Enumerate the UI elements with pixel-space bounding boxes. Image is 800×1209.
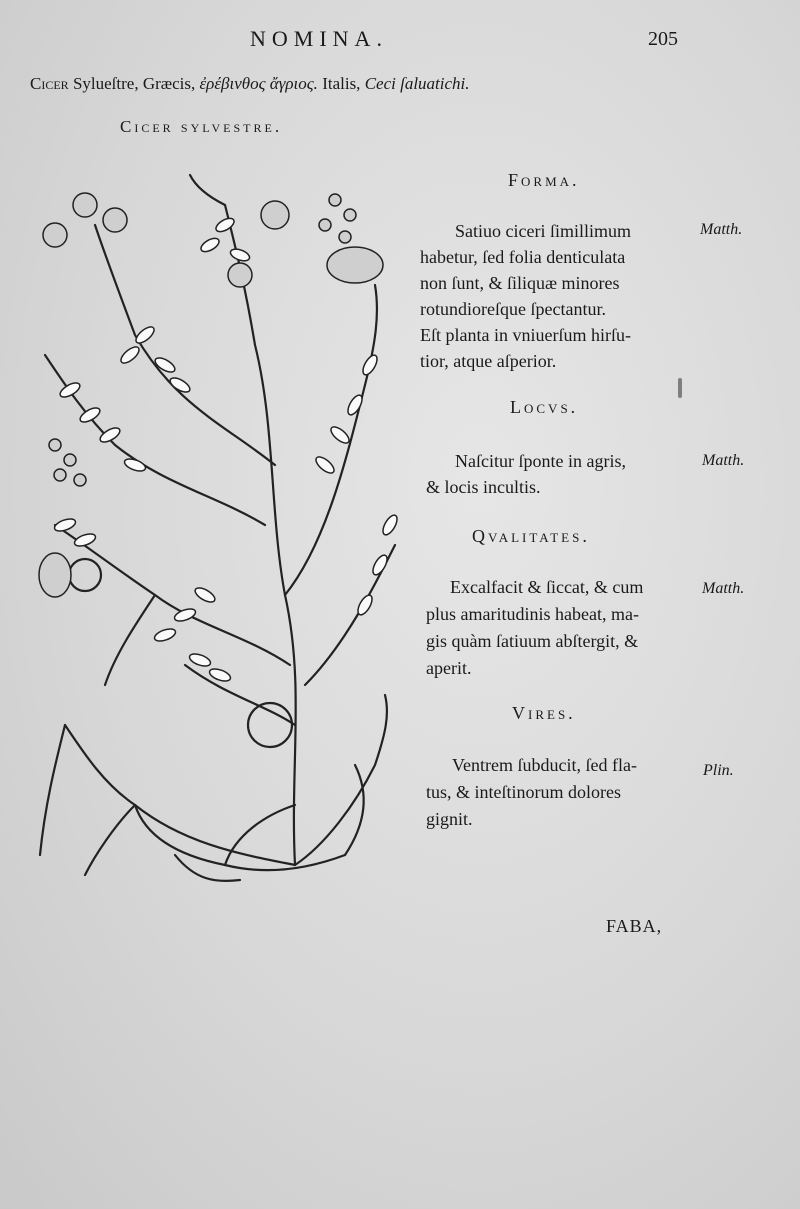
section-heading-forma: Forma. — [508, 170, 580, 190]
latin-name: Cicer — [30, 74, 69, 93]
margin-note-locus: Matth. — [702, 452, 745, 469]
section-heading-qualitates: Qvalitates. — [472, 526, 590, 546]
section-heading-vires: Vires. — [512, 703, 576, 723]
section-line: Ventrem ſubducit, ſed fla- — [452, 755, 637, 775]
section-line: non ſunt, & ſiliquæ minores — [420, 273, 620, 293]
margin-note-qualitates: Matth. — [702, 580, 745, 597]
greek-name: ἐρέβινθος ἄγριος. — [199, 74, 318, 93]
section-line: & locis incultis. — [426, 477, 541, 497]
section-line: rotundioreſque ſpectantur. — [420, 299, 606, 319]
italian-label: Italis, — [317, 74, 365, 93]
section-line: aperit. — [426, 658, 472, 678]
italian-name: Ceci ſaluatichi. — [364, 74, 470, 93]
section-line: Excalfacit & ſiccat, & cum — [450, 577, 644, 597]
plant-title: Cicer sylvestre. — [120, 117, 283, 136]
section-line: Eſt planta in vniuerſum hirſu- — [420, 325, 631, 345]
section-line: Naſcitur ſponte in agris, — [455, 451, 626, 471]
section-line: Satiuo ciceri ſimillimum — [455, 221, 631, 241]
chickpea-plant-woodcut-icon — [25, 165, 415, 885]
names-line — [30, 74, 470, 94]
section-line: tior, atque aſperior. — [420, 351, 557, 371]
section-line: plus amaritudinis habeat, ma- — [426, 604, 639, 624]
section-line: habetur, ſed folia denticulata — [420, 247, 626, 267]
running-header: NOMINA. — [250, 26, 388, 51]
catchword: FABA, — [606, 916, 663, 936]
section-line: gignit. — [426, 809, 473, 829]
latin-name-rest: Sylueſtre, Græcis, — [68, 74, 200, 93]
ink-smudge — [678, 378, 682, 398]
section-heading-locus: Locvs. — [510, 397, 579, 417]
margin-note-forma: Matth. — [700, 221, 743, 238]
page-number: 205 — [648, 28, 678, 50]
section-line: tus, & inteſtinorum dolores — [426, 782, 621, 802]
section-line: gis quàm ſatiuum abſtergit, & — [426, 631, 639, 651]
margin-note-vires: Plin. — [703, 762, 734, 779]
